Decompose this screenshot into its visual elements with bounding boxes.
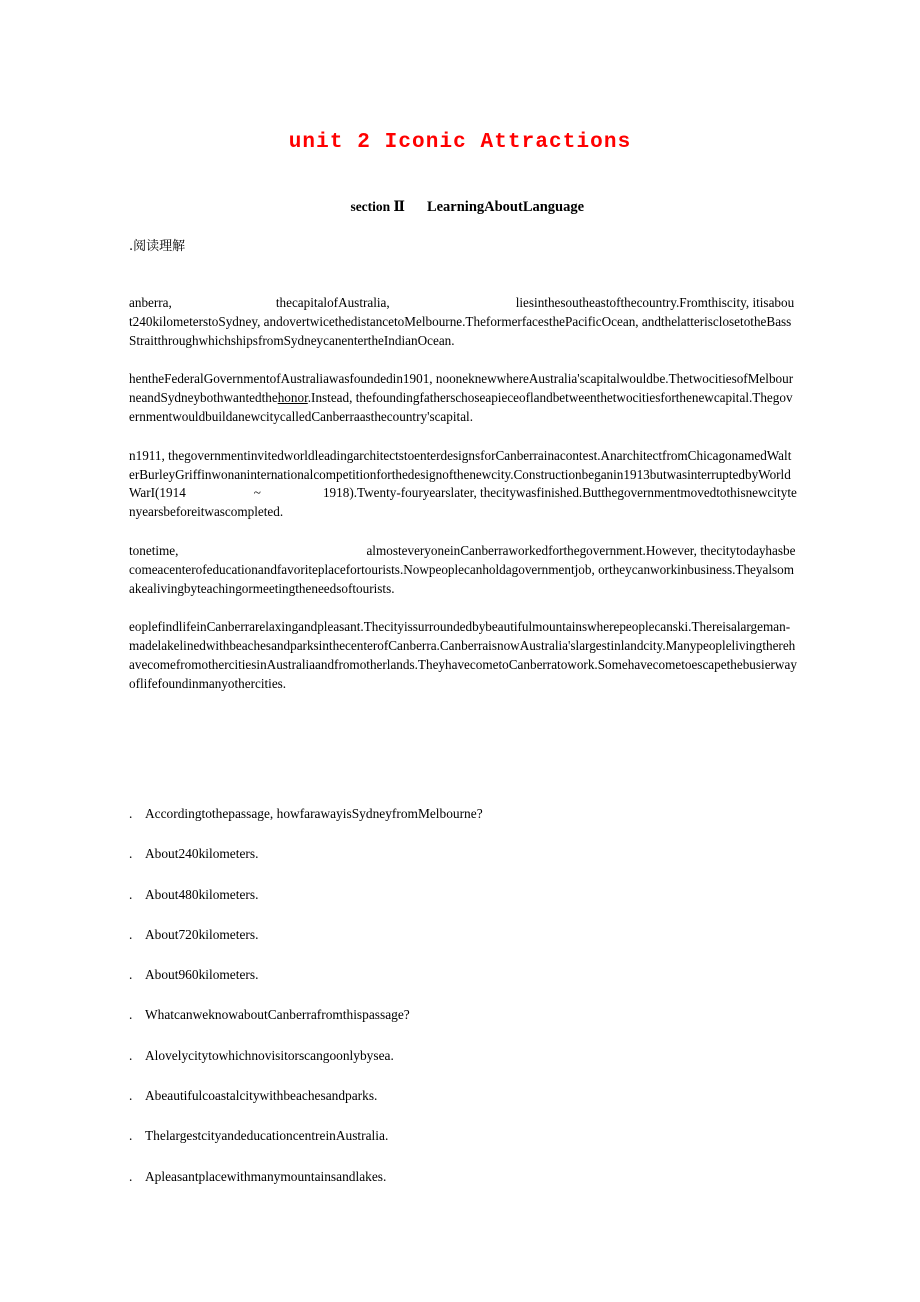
passage-paragraph: eoplefindlifeinCanberrarelaxingandpleasant.Thecityissurroundedbybeautifulmountainswherepeoplecanski.Thereisalargeman-madelakelinedwithbeachesandparksinthecenterofCanberra.CanberraisnowAustralia'slargestinlandcity.ManypeoplelivingtherehavecomefromothercitiesinAustraliaandfromotherlands.TheyhavecometoCanberratowork.Somehavecometoescapethebusierwayoflifefoundinmanyothercities. [129, 619, 797, 691]
list-item-marker: . [129, 1088, 133, 1104]
passage-body [129, 294, 797, 694]
list-item [129, 885, 809, 904]
page-title: unit 2 Iconic Attractions [288, 131, 632, 154]
passage-paragraph: hentheFederalGovernmentofAustraliawasfoundedin1901, nooneknewwhereAustralia'scapitalwouldbe.ThetwocitiesofMelbourneandSydneybothwantedthehonor.Instead, thefoundingfatherschoseapieceoflandbetweenthetwocitiesforthenewcapital.ThegovernmentwouldbuildanewcitycalledCanberraasthecountry'scapital. [129, 371, 794, 424]
list-item-label: About240kilometers. [145, 846, 259, 862]
list-item [129, 1126, 809, 1145]
list-item-marker: . [129, 1007, 133, 1023]
list-item [129, 925, 809, 944]
passage-paragraph: anberra, thecapitalofAustralia, liesinthesoutheastofthecountry.Fromthiscity, itisabout240kilometerstoSydney, andovertwicethedistancetoMelbourne.TheformerfacesthePacificOcean, andthelatterisclosetotheBassStraitthroughwhichshipsfromSydneycanentertheIndianOcean. [129, 295, 795, 348]
list-item-label: ThelargestcityandeducationcentreinAustralia. [145, 1128, 389, 1144]
list-item-marker: . [129, 846, 133, 862]
list-item-marker: . [129, 1128, 133, 1144]
list-item-label: About480kilometers. [145, 886, 259, 902]
question-list [129, 804, 809, 1207]
list-item-marker: . [129, 806, 133, 821]
subtitle-topic: LearningAboutLanguage [426, 199, 585, 215]
list-item-label: Alovelycitytowhichnovisitorscangoonlybysea. [145, 1047, 394, 1063]
list-item-marker: . [129, 1168, 133, 1184]
passage-paragraph: n1911, thegovernmentinvitedworldleadingarchitectstoenterdesignsforCanberrainacontest.AnarchitectfromChicagonamedWalterBurleyGriffinwonaninternationalcompetitionforthedesignofthenewcity.Constructionbeganin1913butwasinterruptedbyWorldWarI(1914 ~ 1918).Twenty-fouryearslater, thecitywasfinished.Butthegovernmentmovedtothisnewcitytenyearsbeforeitwascompleted. [129, 447, 797, 520]
underlined-term: honor [277, 390, 308, 406]
list-item [129, 1086, 809, 1105]
section-heading-reading-comprehension: .阅读理解 [129, 239, 186, 254]
section-label: section Ⅱ [350, 199, 405, 214]
list-item [129, 1167, 809, 1186]
list-item [129, 844, 809, 863]
list-item [129, 1005, 809, 1024]
list-item [129, 1046, 809, 1065]
list-item-label: Accordingtothepassage, howfarawayisSydneyfromMelbourne? [145, 806, 483, 821]
list-item [129, 965, 809, 984]
list-item-label: WhatcanweknowaboutCanberrafromthispassage? [145, 1007, 410, 1023]
list-item-marker: . [129, 1047, 133, 1063]
list-item [129, 804, 809, 823]
list-item-marker: . [129, 967, 133, 983]
list-item-label: Abeautifulcoastalcitywithbeachesandparks. [145, 1088, 378, 1104]
passage-paragraph: tonetime, almosteveryoneinCanberraworkedforthegovernment.However, thecitytodayhasbecomeacenterofeducationandfavoriteplacefortourists.Nowpeoplecanholdagovernmentjob, ortheycanworkinbusiness.Theyalsomakealivingbyteachingormeetingtheneedsoftourists. [129, 542, 796, 596]
list-item-label: Apleasantplacewithmanymountainsandlakes. [145, 1168, 387, 1184]
list-item-marker: . [129, 886, 133, 902]
document-subtitle [0, 177, 920, 237]
list-item-marker: . [129, 926, 133, 942]
list-item-label: About720kilometers. [145, 926, 259, 942]
list-item-label: About960kilometers. [145, 967, 259, 983]
